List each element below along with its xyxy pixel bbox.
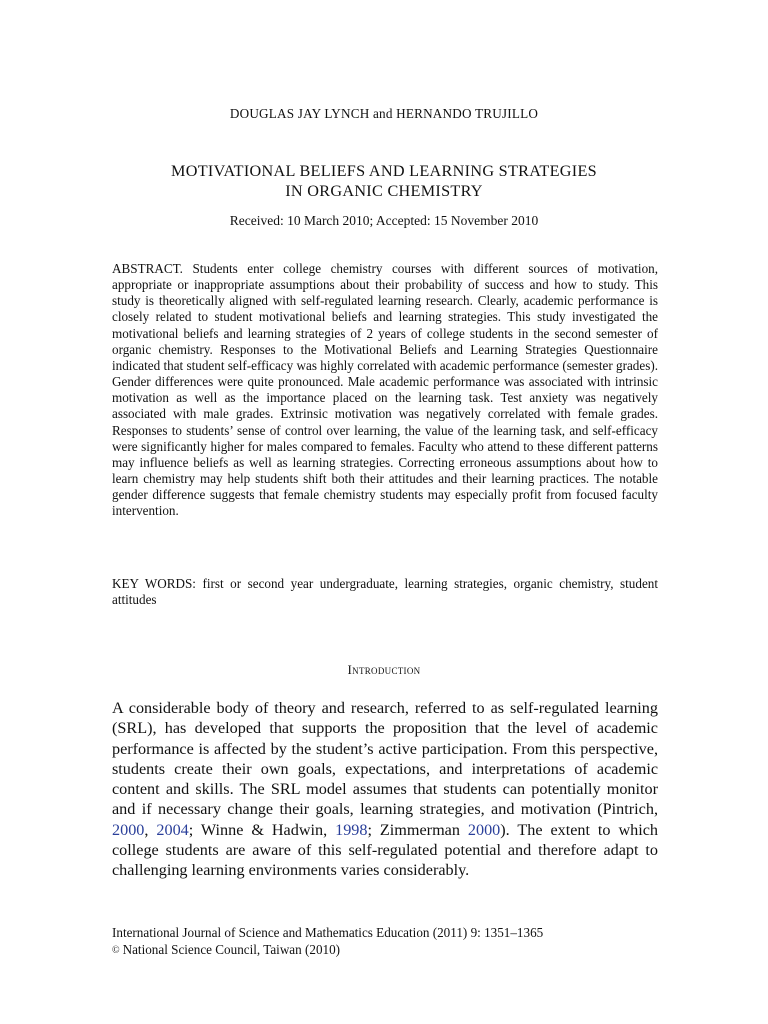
copyright-line [112, 941, 658, 959]
intro-text-part-1: A considerable body of theory and research, referred to as self-regulated learning (SRL), has developed that supports the proposition that the level of academic performance is affected by the student’s active participation. From this perspective, students create their own goals, expectations, and interpretations of academic content and skills. The SRL model assumes that students can potentially monitor and if necessary change their goals, learning strategies, and motivation (Pintrich, [112, 699, 658, 819]
title-line-2: IN ORGANIC CHEMISTRY [285, 182, 483, 200]
page-footer [112, 924, 658, 959]
title-line-1: MOTIVATIONAL BELIEFS AND LEARNING STRATEGIES [171, 162, 597, 180]
introduction-paragraph [112, 698, 658, 881]
citation-link-pintrich-2000[interactable]: 2000 [112, 820, 145, 839]
citation-link-pintrich-2004[interactable]: 2004 [156, 820, 189, 839]
abstract: ABSTRACT. Students enter college chemistry courses with different sources of motivation, appropriate or inappropriate assumptions about their probability of success and how to study. This study is theoretically aligned with self-regulated learning research. Clearly, academic performance is closely related to student motivational beliefs and learning strategies. This study investigated the motivational beliefs and learning strategies of 2 years of college students in the second semester of organic chemistry. Responses to the Motivational Beliefs and Learning Strategies Questionnaire indicated that student self-efficacy was highly correlated with academic performance (semester grades). Gender differences were quite pronounced. Male academic performance was associated with intrinsic motivation as well as the importance placed on the learning task. Test anxiety was negatively associated with male grades. Extrinsic motivation was negatively correlated with female grades. Responses to students’ sense of control over learning, the value of the learning task, and self-efficacy were significantly higher for males compared to females. Faculty who attend to these different patterns may influence beliefs as well as learning strategies. Correcting erroneous assumptions about how to learn chemistry may help students shift both their attitudes and their learning practices. The notable gender difference suggests that female chemistry students may especially profit from focused faculty intervention. [112, 261, 658, 519]
intro-text-part-4: ). The extent to which college students are aware of this self-regulated potential and therefore adapt to challenging learning environments varies considerably. [112, 820, 659, 880]
copyright-holder: National Science Council, Taiwan (2010) [122, 942, 341, 957]
keywords: KEY WORDS: first or second year undergraduate, learning strategies, organic chemistry, student attitudes [112, 576, 658, 608]
intro-text-separator: , [144, 820, 157, 839]
journal-citation: International Journal of Science and Mathematics Education (2011) 9: 1351–1365 [112, 925, 544, 940]
section-heading-introduction: Introduction [347, 662, 421, 677]
intro-text-part-2: ; Winne & Hadwin, [188, 820, 336, 839]
intro-text-part-3: ; Zimmerman [367, 820, 468, 839]
copyright-icon: © [112, 945, 120, 956]
citation-link-winne-hadwin-1998[interactable]: 1998 [335, 820, 368, 839]
authors: DOUGLAS JAY LYNCH and HERNANDO TRUJILLO [229, 106, 539, 121]
paper-title [0, 161, 768, 201]
citation-link-zimmerman-2000[interactable]: 2000 [467, 820, 501, 839]
received-dates: Received: 10 March 2010; Accepted: 15 November 2010 [229, 213, 539, 228]
